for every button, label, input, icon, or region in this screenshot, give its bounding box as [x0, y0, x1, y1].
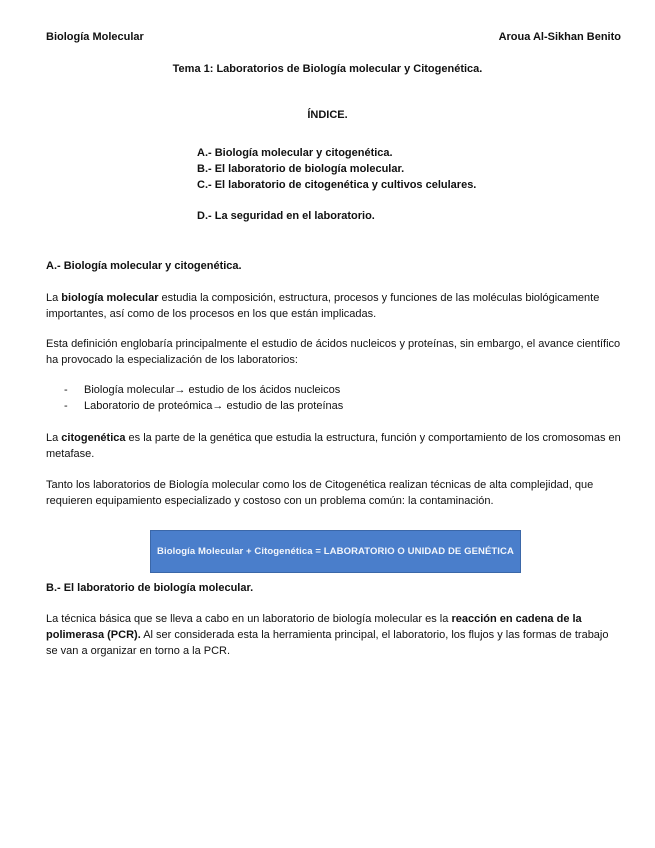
section-a-paragraph-3: La citogenética es la parte de la genética que estudia la estructura, función y comportamiento de los cromosomas en metafase.: [46, 432, 621, 460]
section-a-paragraph-2: Esta definición englobaría principalmente el estudio de ácidos nucleicos y proteínas, sin embargo, el avance científico ha provocado la especialización de los laboratorios:: [46, 338, 621, 366]
banner-text: Biología Molecular + Citogenética = LABORATORIO O UNIDAD DE GENÉTICA: [157, 546, 514, 557]
index-item-b: B.- El laboratorio de biología molecular.: [197, 163, 405, 175]
genetics-unit-banner: [150, 530, 521, 573]
section-a-paragraph-4: Tanto los laboratorios de Biología molecular como los de Citogenética realizan técnicas de alta complejidad, que requieren equipamiento especializado y costoso con un problema común: la contaminación.: [46, 479, 594, 507]
section-b-heading: B.- El laboratorio de biología molecular.: [46, 582, 254, 594]
index-title: ÍNDICE.: [307, 109, 348, 121]
index-item-a: A.- Biología molecular y citogenética.: [197, 147, 393, 159]
bullet-item-proteomica: Laboratorio de proteómica→ estudio de las proteínas: [84, 400, 344, 412]
bullet-item-molecular: Biología molecular→ estudio de los ácidos nucleicos: [84, 384, 341, 396]
index-item-d: D.- La seguridad en el laboratorio.: [197, 210, 375, 222]
index-item-c: C.- El laboratorio de citogenética y cultivos celulares.: [197, 179, 477, 191]
document-title: Tema 1: Laboratorios de Biología molecular y Citogenética.: [172, 63, 483, 75]
header-author: Aroua Al-Sikhan Benito: [498, 31, 621, 43]
header-subject: Biología Molecular: [46, 31, 144, 43]
bullet-marker: -: [64, 400, 68, 412]
section-b-paragraph-1: La técnica básica que se lleva a cabo en un laboratorio de biología molecular es la reacción en cadena de la polimerasa (PCR). Al ser considerada esta la herramienta principal, el laboratorio, los flujos y las formas de trabajo se van a organizar en torno a la PCR.: [46, 613, 609, 657]
section-a-paragraph-1: La biología molecular estudia la composición, estructura, procesos y funciones de las moléculas biológicamente importantes, así como de los procesos en los que están implicadas.: [46, 292, 600, 320]
section-a-heading: A.- Biología molecular y citogenética.: [46, 260, 242, 272]
bullet-marker: -: [64, 384, 68, 396]
